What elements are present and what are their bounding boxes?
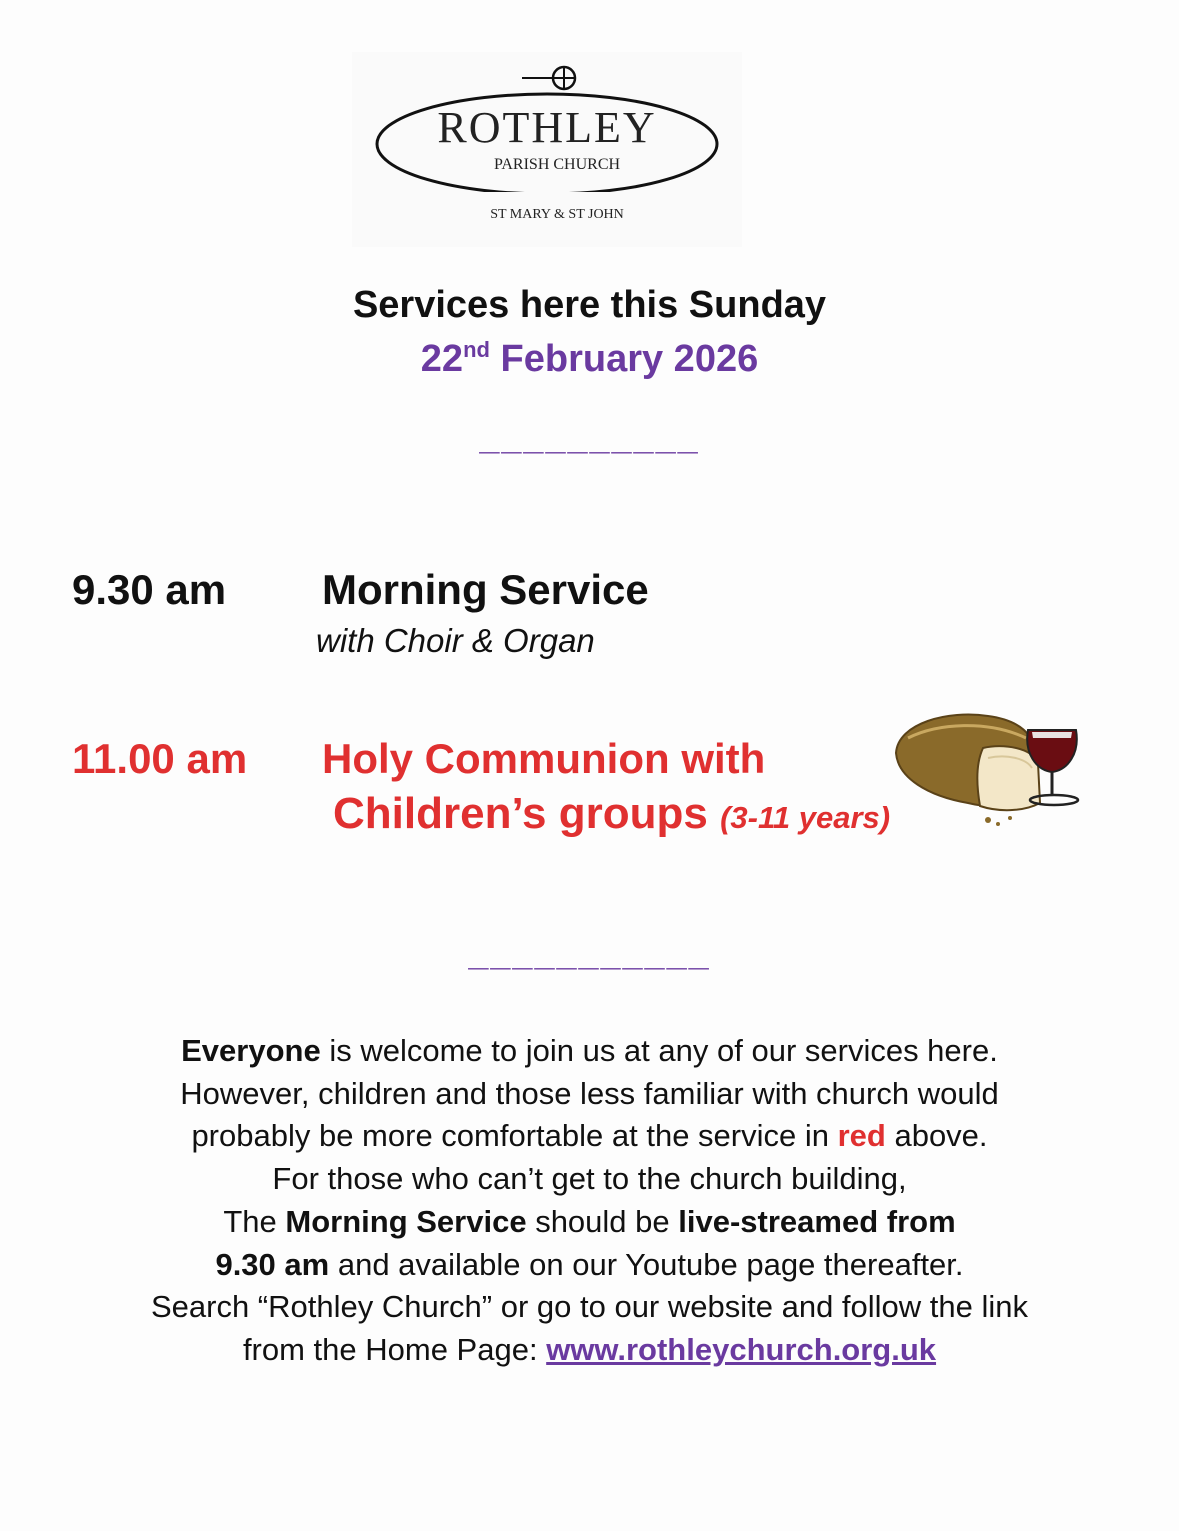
livestream-time: 9.30 am [215,1246,330,1282]
livestream-label: live-streamed from [678,1203,956,1239]
bread-and-wine-icon [888,708,1084,838]
welcome-line-2: However, children and those less familiar with church would [180,1075,999,1111]
service-note-morning: with Choir & Organ [316,622,595,659]
welcome-line-4: For those who can’t get to the church building, [272,1161,907,1197]
age-range: (3-11 years) [720,800,891,835]
welcome-paragraph [40,1030,1139,1372]
service-date [0,337,1179,381]
welcome-line-8 [40,1329,1139,1372]
logo-dedication: ST MARY & ST JOHN [490,207,624,222]
welcome-line-6 [40,1244,1139,1287]
red-label: red [837,1118,886,1154]
date-rest: February 2026 [489,338,759,380]
church-logo [352,52,742,247]
welcome-line-3 [40,1115,1139,1158]
service-name-communion-line2 [333,789,890,839]
everyone-label: Everyone [181,1033,321,1068]
welcome-line-7: Search “Rothley Church” or go to our website and follow the link [150,1289,1029,1325]
service-name-communion: Holy Communion with [322,735,766,782]
welcome-line-6-text: and available on our Youtube page thereafter. [329,1246,964,1282]
morning-service-label: Morning Service [285,1203,527,1239]
website-link[interactable]: www.rothleychurch.org.uk [546,1331,937,1367]
service-name-morning: Morning Service [322,566,649,613]
welcome-line-3-text: probably be more comfortable at the service in [191,1118,838,1154]
childrens-groups-label: Children’s groups [333,789,708,838]
service-time-communion: 11.00 am [72,735,248,782]
divider-top: __________ [479,416,700,457]
service-time-morning: 9.30 am [72,566,227,613]
welcome-line-3-end: above. [885,1118,988,1154]
logo-subtitle: PARISH CHURCH [493,156,621,173]
welcome-line-5-mid: should be [526,1203,679,1239]
date-day: 22 [420,338,464,380]
welcome-line-5-text: The [223,1203,286,1239]
divider-bottom: ___________ [468,932,711,973]
date-suffix: nd [463,337,490,362]
welcome-line-5 [40,1201,1139,1244]
logo-name: ROTHLEY [437,103,657,152]
welcome-line-1-text: is welcome to join us at any of our services here. [320,1033,998,1068]
welcome-line-8-text: from the Home Page: [242,1331,547,1367]
page-title: Services here this Sunday [352,284,827,326]
welcome-line-1 [40,1030,1139,1073]
